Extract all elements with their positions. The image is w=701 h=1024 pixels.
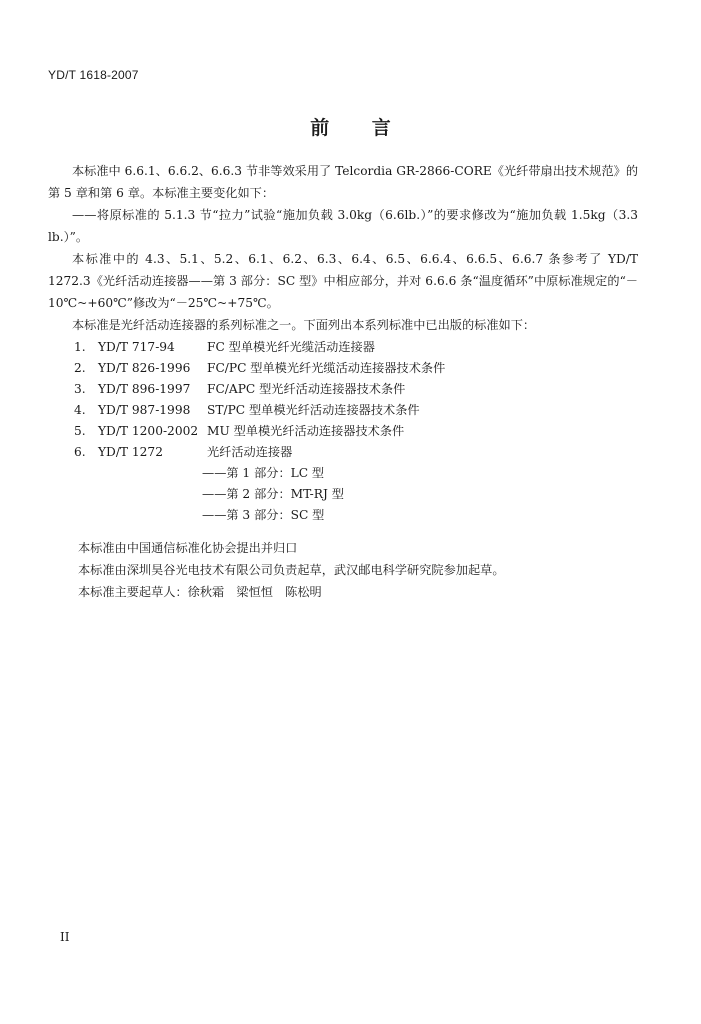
list-item-name: 光纤活动连接器 [207, 445, 293, 459]
closing-proposer: 本标准由中国通信标准化协会提出并归口 [78, 541, 298, 555]
sub-part-item [74, 505, 634, 526]
list-item [74, 337, 634, 358]
list-item [74, 379, 634, 400]
paragraph-reference: 本标准中的 4.3、5.1、5.2、6.1、6.2、6.3、6.4、6.5、6.6.4、6.6.5、6.6.7 条参考了 YD/T 1272.3《光纤活动连接器——第 3 部分：SC 型》中相应部分，并对 6.6.6 条“温度循环”中原标准规定的“－10℃~+60℃”修改为“－25℃~+75℃。 [48, 252, 638, 310]
list-item-number: 2. [74, 361, 86, 375]
sub-part-item [74, 463, 634, 484]
sub-part-label: ——第 2 部分：MT-RJ 型 [202, 487, 344, 501]
list-item-number: 5. [74, 424, 86, 438]
paragraph-series-intro: 本标准是光纤活动连接器的系列标准之一。下面列出本系列标准中已出版的标准如下： [72, 318, 536, 332]
closing-drafting-unit: 本标准由深圳昊谷光电技术有限公司负责起草，武汉邮电科学研究院参加起草。 [78, 563, 505, 577]
paragraph-intro: 本标准中 6.6.1、6.6.2、6.6.3 节非等效采用了 Telcordia GR-2866-CORE《光纤带扇出技术规范》的第 5 章和第 6 章。本标准主要变化如下： [48, 164, 639, 200]
list-item [74, 421, 634, 442]
list-item-number: 3. [74, 382, 86, 396]
sub-part-label: ——第 1 部分：LC 型 [202, 466, 325, 480]
list-item-number: 4. [74, 403, 86, 417]
list-item-code: YD/T 896-1997 [98, 382, 191, 396]
page-title: 前 言 [310, 117, 409, 139]
list-item-code: YD/T 717-94 [98, 340, 175, 354]
closing-drafters: 本标准主要起草人：徐秋霜 梁恒恒 陈松明 [78, 585, 322, 599]
list-item-name: FC/APC 型光纤活动连接器技术条件 [207, 382, 406, 396]
list-item-code: YD/T 826-1996 [98, 361, 191, 375]
list-item-name: FC 型单模光纤光缆活动连接器 [207, 340, 375, 354]
sub-part-label: ——第 3 部分：SC 型 [202, 508, 325, 522]
list-item-name: ST/PC 型单模光纤活动连接器技术条件 [207, 403, 420, 417]
standards-list [74, 337, 634, 526]
list-item-name: MU 型单模光纤活动连接器技术条件 [207, 424, 405, 438]
list-item [74, 442, 634, 463]
list-item [74, 400, 634, 421]
sub-part-item [74, 484, 634, 505]
list-item [74, 358, 634, 379]
list-item-code: YD/T 1200-2002 [98, 424, 199, 438]
list-item-number: 1. [74, 340, 86, 354]
list-item-code: YD/T 987-1998 [98, 403, 191, 417]
list-item-code: YD/T 1272 [98, 445, 163, 459]
list-item-number: 6. [74, 445, 86, 459]
paragraph-change-item: ——将原标准的 5.1.3 节“拉力”试验“施加负载 3.0kg（6.6lb.）”的要求修改为“施加负载 1.5kg（3.3 lb.）”。 [48, 208, 638, 244]
list-item-name: FC/PC 型单模光纤光缆活动连接器技术条件 [207, 361, 446, 375]
standard-code-header: YD/T 1618-2007 [48, 68, 139, 82]
page-number: II [60, 930, 70, 944]
